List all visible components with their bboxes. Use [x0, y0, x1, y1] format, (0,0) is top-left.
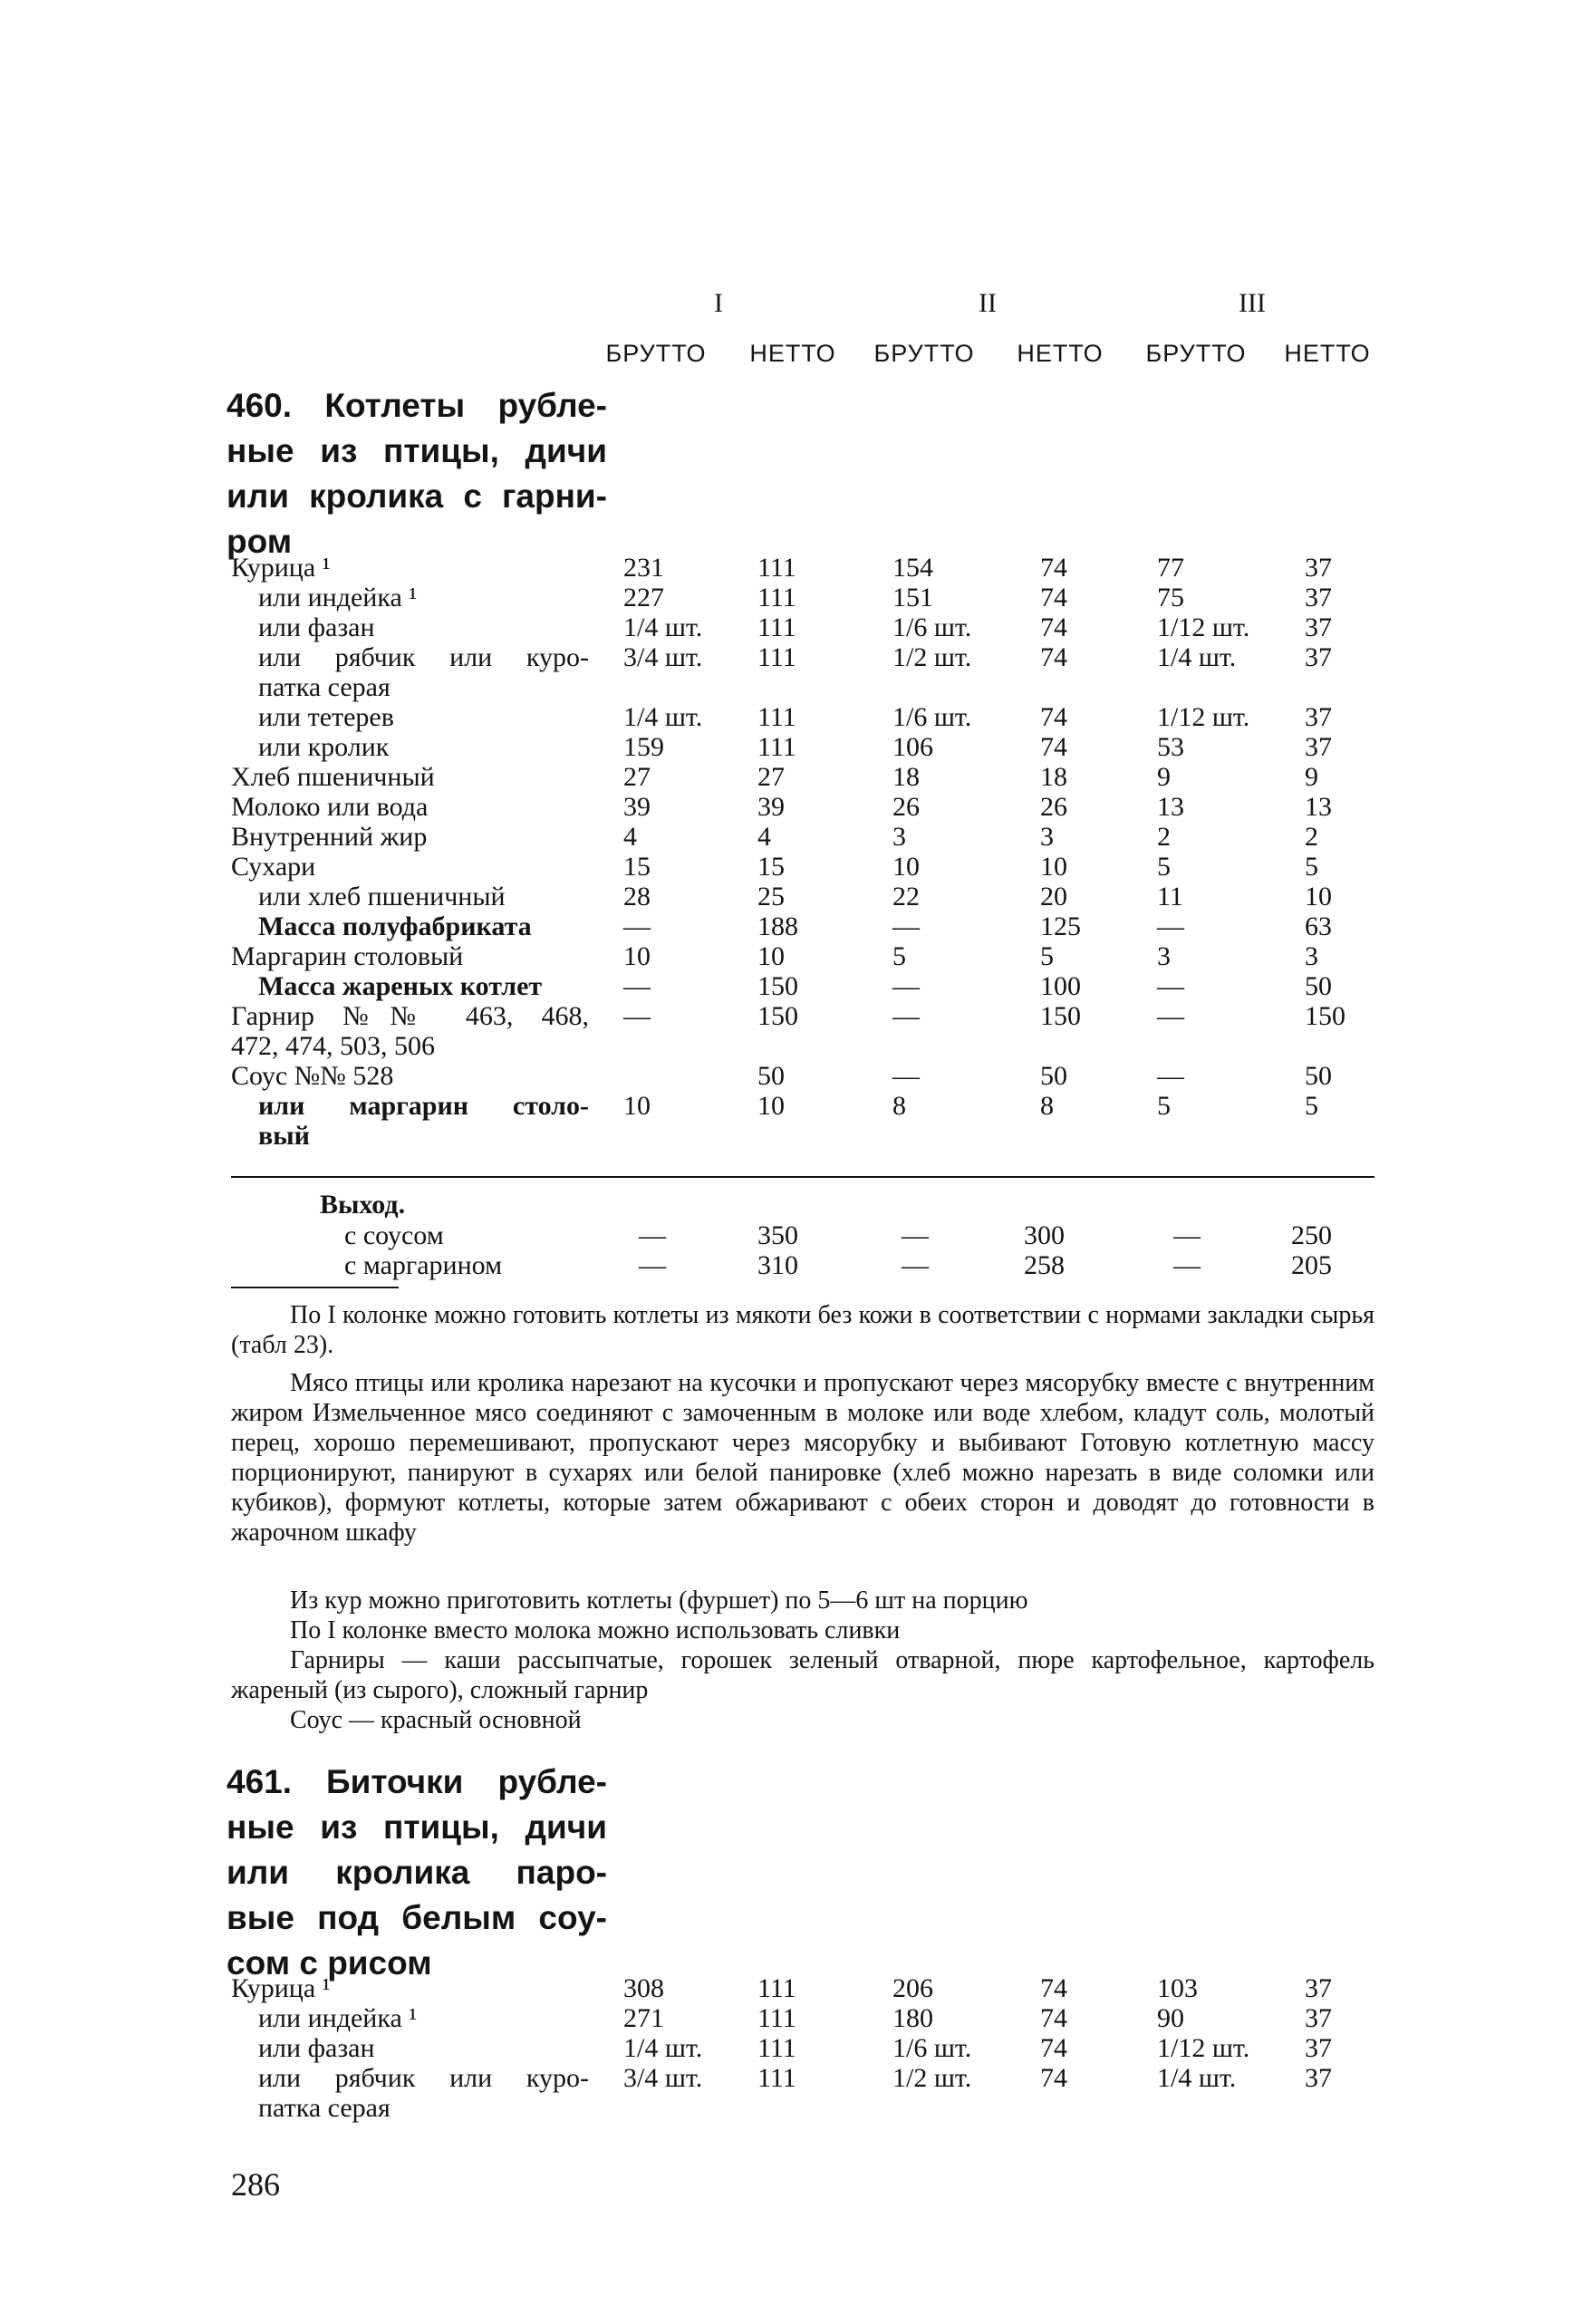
netto-3-value: 37 [1305, 612, 1332, 642]
netto-2-value: 74 [1040, 583, 1067, 612]
column-number-2: II [979, 288, 997, 318]
netto-2-value: 74 [1040, 2003, 1067, 2033]
brutto-3-value: 90 [1157, 2003, 1184, 2033]
netto-1-value: 111 [757, 612, 796, 642]
ingredient-row [0, 971, 1572, 1001]
netto-1-value: 111 [757, 553, 796, 583]
brutto-2-value: 3 [892, 822, 906, 852]
ingredient-name: 472, 474, 503, 506 [231, 1031, 435, 1061]
brutto-3-value: 3 [1157, 941, 1171, 971]
ingredient-row [0, 732, 1572, 762]
brutto-3-value: 1/4 шт. [1157, 642, 1237, 672]
brutto-1-value: — [623, 911, 651, 941]
netto-2-value: 5 [1040, 941, 1054, 971]
brutto-3-value: 1/12 шт. [1157, 612, 1250, 642]
brutto-2-value: 206 [892, 1973, 933, 2003]
brutto-1-value: 28 [623, 882, 651, 911]
netto-3-value: 205 [1291, 1250, 1332, 1280]
brutto-2-value: 5 [892, 941, 906, 971]
brutto-1-value: 39 [623, 792, 651, 822]
brutto-3-value: 1/12 шт. [1157, 2033, 1250, 2063]
page-number: 286 [231, 2166, 280, 2203]
ingredient-name: или тетерев [258, 702, 394, 732]
brutto-1-value: 10 [623, 1091, 651, 1121]
brutto-2-value: — [892, 1061, 920, 1091]
netto-3-value: 13 [1305, 792, 1332, 822]
netto-1-value: 25 [757, 882, 785, 911]
netto-1-value: 111 [757, 2033, 796, 2063]
brutto-3-value: 5 [1157, 1091, 1171, 1121]
ingredient-row [0, 822, 1572, 852]
recipe-title-line: ные из птицы, дичи [227, 432, 607, 469]
yield-row [0, 1220, 1572, 1250]
brutto-1-value: 4 [623, 822, 637, 852]
netto-2-value: 74 [1040, 1973, 1067, 2003]
column-brutto-1: БРУТТО [605, 340, 707, 367]
netto-3-value: 2 [1305, 822, 1318, 852]
brutto-3-value: 103 [1157, 1973, 1198, 2003]
brutto-3-value: 53 [1157, 732, 1184, 762]
ingredient-row [0, 1001, 1572, 1031]
ingredient-name: или индейка ¹ [258, 2003, 418, 2033]
brutto-2-value: — [892, 1001, 920, 1031]
netto-2-value: 100 [1040, 971, 1081, 1001]
recipe-title-line: 460. Котлеты рубле- [227, 387, 607, 424]
recipe-title-line: ром [227, 523, 293, 560]
netto-3-value: 37 [1305, 642, 1332, 672]
netto-3-value: 9 [1305, 762, 1318, 792]
netto-3-value: 250 [1291, 1220, 1332, 1250]
brutto-1-value: 231 [623, 553, 664, 583]
ingredient-row [0, 1031, 1572, 1061]
brutto-3-value: 9 [1157, 762, 1171, 792]
brutto-2-value: 1/2 шт. [892, 642, 972, 672]
netto-3-value: 37 [1305, 732, 1332, 762]
footnote-rule [231, 1287, 399, 1288]
ingredient-name: Соус №№ 528 [231, 1061, 394, 1091]
method-paragraph: Соус — красный основной [290, 1706, 582, 1734]
netto-2-value: 10 [1040, 852, 1067, 882]
ingredient-name: Маргарин столовый [231, 941, 464, 971]
netto-1-value: 4 [757, 822, 771, 852]
column-number-1: I [714, 288, 723, 318]
method-paragraph: Гарниры — каши рассыпчатые, горошек зеленый отварной, пюре картофельное, картофель жареный (из сырого), сложный гарнир [231, 1646, 1374, 1704]
netto-1-value: 111 [757, 1973, 796, 2003]
netto-3-value: 37 [1305, 2003, 1332, 2033]
brutto-1-value: — [639, 1220, 666, 1250]
yield-name: с маргарином [344, 1250, 503, 1280]
ingredient-name: или рябчик или куро- [258, 642, 589, 672]
column-number-3: III [1239, 288, 1266, 318]
ingredient-row [0, 911, 1572, 941]
netto-1-value: 188 [757, 911, 798, 941]
brutto-1-value: 3/4 шт. [623, 2063, 703, 2093]
ingredient-row [0, 1061, 1572, 1091]
brutto-1-value: — [623, 1001, 651, 1031]
brutto-2-value: 1/2 шт. [892, 2063, 972, 2093]
brutto-2-value: 8 [892, 1091, 906, 1121]
brutto-2-value: — [892, 911, 920, 941]
brutto-2-value: — [902, 1220, 929, 1250]
brutto-2-value: 106 [892, 732, 933, 762]
ingredient-name: Молоко или вода [231, 792, 429, 822]
method-paragraph: Мясо птицы или кролика нарезают на кусочки и пропускают через мясорубку вместе с внутренним жиром Измельченное мясо соединяют с замоченным в молоке или воде хлебом, кладут соль, молотый перец, хорошо перемешивают, пропускают через мясорубку и выбивают Готовую котлетную массу порционируют, панируют в сухарях или белой панировке (хлеб можно нарезать в виде соломки или кубиков), формуют котлеты, которые затем обжаривают с обеих сторон и доводят до готовности в жарочном шкафу [231, 1369, 1374, 1547]
ingredient-row [0, 583, 1572, 612]
ingredient-row [0, 2063, 1572, 2093]
ingredient-row [0, 1973, 1572, 2003]
ingredient-name: Гарнир №№ 463, 468, [231, 1001, 589, 1031]
netto-2-value: 8 [1040, 1091, 1054, 1121]
netto-3-value: 5 [1305, 1091, 1318, 1121]
method-paragraph: По I колонке можно готовить котлеты из мякоти без кожи в соответствии с нормами закладки сырья (табл 23). [231, 1301, 1374, 1359]
ingredient-row [0, 852, 1572, 882]
ingredient-row [0, 702, 1572, 732]
brutto-3-value: — [1157, 1001, 1184, 1031]
netto-2-value: 74 [1040, 612, 1067, 642]
netto-1-value: 111 [757, 642, 796, 672]
netto-2-value: 26 [1040, 792, 1067, 822]
ingredient-name: Масса полуфабриката [258, 911, 532, 941]
ingredient-name: Курица ¹ [231, 1973, 331, 2003]
ingredient-row [0, 642, 1572, 672]
ingredient-name: патка серая [258, 672, 391, 702]
ingredient-row [0, 2093, 1572, 2123]
brutto-2-value: 151 [892, 583, 933, 612]
brutto-3-value: 13 [1157, 792, 1184, 822]
recipe-title-line: или кролика с гарни- [227, 477, 607, 515]
ingredient-row [0, 553, 1572, 583]
brutto-1-value: 271 [623, 2003, 664, 2033]
ingredient-row [0, 1121, 1572, 1151]
brutto-1-value: 27 [623, 762, 651, 792]
method-paragraph: Из кур можно приготовить котлеты (фуршет) по 5—6 шт на порцию [290, 1586, 1028, 1615]
ingredient-row [0, 762, 1572, 792]
recipe-title-line: сом с рисом [227, 1944, 432, 1982]
brutto-2-value: 1/6 шт. [892, 2033, 972, 2063]
netto-1-value: 27 [757, 762, 785, 792]
netto-3-value: 37 [1305, 2063, 1332, 2093]
netto-3-value: 3 [1305, 941, 1318, 971]
netto-2-value: 50 [1040, 1061, 1067, 1091]
brutto-3-value: 75 [1157, 583, 1184, 612]
method-paragraph: По I колонке вместо молока можно использовать сливки [290, 1616, 901, 1644]
ingredient-row [0, 792, 1572, 822]
brutto-2-value: — [892, 971, 920, 1001]
netto-1-value: 39 [757, 792, 785, 822]
brutto-3-value: — [1157, 911, 1184, 941]
brutto-3-value: — [1173, 1220, 1201, 1250]
brutto-1-value: — [623, 971, 651, 1001]
netto-3-value: 50 [1305, 1061, 1332, 1091]
brutto-2-value: 10 [892, 852, 920, 882]
ingredient-name: Внутренний жир [231, 822, 428, 852]
netto-1-value: 310 [757, 1250, 798, 1280]
brutto-3-value: — [1173, 1250, 1201, 1280]
netto-3-value: 37 [1305, 1973, 1332, 2003]
netto-1-value: 15 [757, 852, 785, 882]
netto-2-value: 18 [1040, 762, 1067, 792]
ingredient-name: или индейка ¹ [258, 583, 418, 612]
brutto-3-value: 2 [1157, 822, 1171, 852]
netto-2-value: 74 [1040, 2063, 1067, 2093]
ingredient-name: или фазан [258, 2033, 375, 2063]
column-netto-1: НЕТТО [749, 340, 836, 367]
column-brutto-3: БРУТТО [1145, 340, 1247, 367]
table-divider [231, 1176, 1374, 1178]
brutto-3-value: 77 [1157, 553, 1184, 583]
netto-2-value: 74 [1040, 732, 1067, 762]
column-netto-2: НЕТТО [1017, 340, 1104, 367]
recipe-title-line: ные из птицы, дичи [227, 1808, 607, 1846]
ingredient-row [0, 941, 1572, 971]
netto-1-value: 50 [757, 1061, 785, 1091]
netto-2-value: 74 [1040, 553, 1067, 583]
netto-1-value: 111 [757, 732, 796, 762]
ingredient-name: или рябчик или куро- [258, 2063, 589, 2093]
ingredient-name: Масса жареных котлет [258, 971, 543, 1001]
brutto-3-value: 5 [1157, 852, 1171, 882]
ingredient-name: или кролик [258, 732, 390, 762]
brutto-2-value: — [902, 1250, 929, 1280]
brutto-2-value: 1/6 шт. [892, 702, 972, 732]
netto-2-value: 74 [1040, 642, 1067, 672]
brutto-1-value: 3/4 шт. [623, 642, 703, 672]
ingredient-name: или маргарин столо- [258, 1091, 589, 1121]
brutto-1-value: 1/4 шт. [623, 612, 703, 642]
netto-2-value: 3 [1040, 822, 1054, 852]
netto-3-value: 63 [1305, 911, 1332, 941]
ingredient-name: или фазан [258, 612, 375, 642]
netto-3-value: 50 [1305, 971, 1332, 1001]
netto-2-value: 74 [1040, 2033, 1067, 2063]
netto-1-value: 10 [757, 1091, 785, 1121]
recipe-title-line: или кролика паро- [227, 1854, 607, 1891]
ingredient-row [0, 882, 1572, 911]
brutto-1-value: — [639, 1250, 666, 1280]
ingredient-row [0, 1091, 1572, 1121]
ingredient-name: Хлеб пшеничный [231, 762, 435, 792]
netto-2-value: 300 [1024, 1220, 1065, 1250]
yield-label-row [0, 1190, 1572, 1220]
ingredient-name: Курица ¹ [231, 553, 331, 583]
netto-3-value: 37 [1305, 583, 1332, 612]
netto-1-value: 10 [757, 941, 785, 971]
brutto-3-value: 1/12 шт. [1157, 702, 1250, 732]
netto-2-value: 125 [1040, 911, 1081, 941]
netto-2-value: 20 [1040, 882, 1067, 911]
netto-1-value: 150 [757, 1001, 798, 1031]
netto-1-value: 111 [757, 2063, 796, 2093]
netto-2-value: 74 [1040, 702, 1067, 732]
netto-1-value: 111 [757, 2003, 796, 2033]
netto-3-value: 37 [1305, 2033, 1332, 2063]
brutto-1-value: 10 [623, 941, 651, 971]
brutto-3-value: 1/4 шт. [1157, 2063, 1237, 2093]
netto-2-value: 258 [1024, 1250, 1065, 1280]
ingredient-name: патка серая [258, 2093, 391, 2123]
netto-1-value: 111 [757, 702, 796, 732]
yield-label: Выход. [320, 1190, 406, 1220]
brutto-1-value: 15 [623, 852, 651, 882]
brutto-1-value: 1/4 шт. [623, 2033, 703, 2063]
netto-1-value: 111 [757, 583, 796, 612]
ingredient-name: Сухари [231, 852, 316, 882]
netto-3-value: 37 [1305, 702, 1332, 732]
brutto-1-value: 159 [623, 732, 664, 762]
yield-row [0, 1250, 1572, 1280]
brutto-1-value: 227 [623, 583, 664, 612]
ingredient-name: вый [258, 1121, 310, 1151]
netto-3-value: 5 [1305, 852, 1318, 882]
brutto-2-value: 154 [892, 553, 933, 583]
ingredient-name: или хлеб пшеничный [258, 882, 506, 911]
brutto-3-value: — [1157, 1061, 1184, 1091]
ingredient-row [0, 612, 1572, 642]
column-brutto-2: БРУТТО [873, 340, 975, 367]
brutto-2-value: 22 [892, 882, 920, 911]
ingredient-row [0, 672, 1572, 702]
brutto-2-value: 18 [892, 762, 920, 792]
recipe-title-line: 461. Биточки рубле- [227, 1763, 607, 1800]
recipe-460-title [227, 383, 607, 564]
brutto-2-value: 180 [892, 2003, 933, 2033]
column-netto-3: НЕТТО [1284, 340, 1371, 367]
brutto-2-value: 26 [892, 792, 920, 822]
brutto-3-value: — [1157, 971, 1184, 1001]
netto-2-value: 150 [1040, 1001, 1081, 1031]
netto-3-value: 150 [1305, 1001, 1345, 1031]
brutto-3-value: 11 [1157, 882, 1183, 911]
ingredient-row [0, 2003, 1572, 2033]
ingredient-row [0, 2033, 1572, 2063]
brutto-2-value: 1/6 шт. [892, 612, 972, 642]
netto-3-value: 37 [1305, 553, 1332, 583]
brutto-1-value: 1/4 шт. [623, 702, 703, 732]
yield-name: с соусом [344, 1220, 444, 1250]
netto-1-value: 150 [757, 971, 798, 1001]
netto-3-value: 10 [1305, 882, 1332, 911]
recipe-461-title [227, 1760, 607, 1986]
recipe-title-line: вые под белым соу- [227, 1899, 607, 1936]
netto-1-value: 350 [757, 1220, 798, 1250]
brutto-1-value: 308 [623, 1973, 664, 2003]
